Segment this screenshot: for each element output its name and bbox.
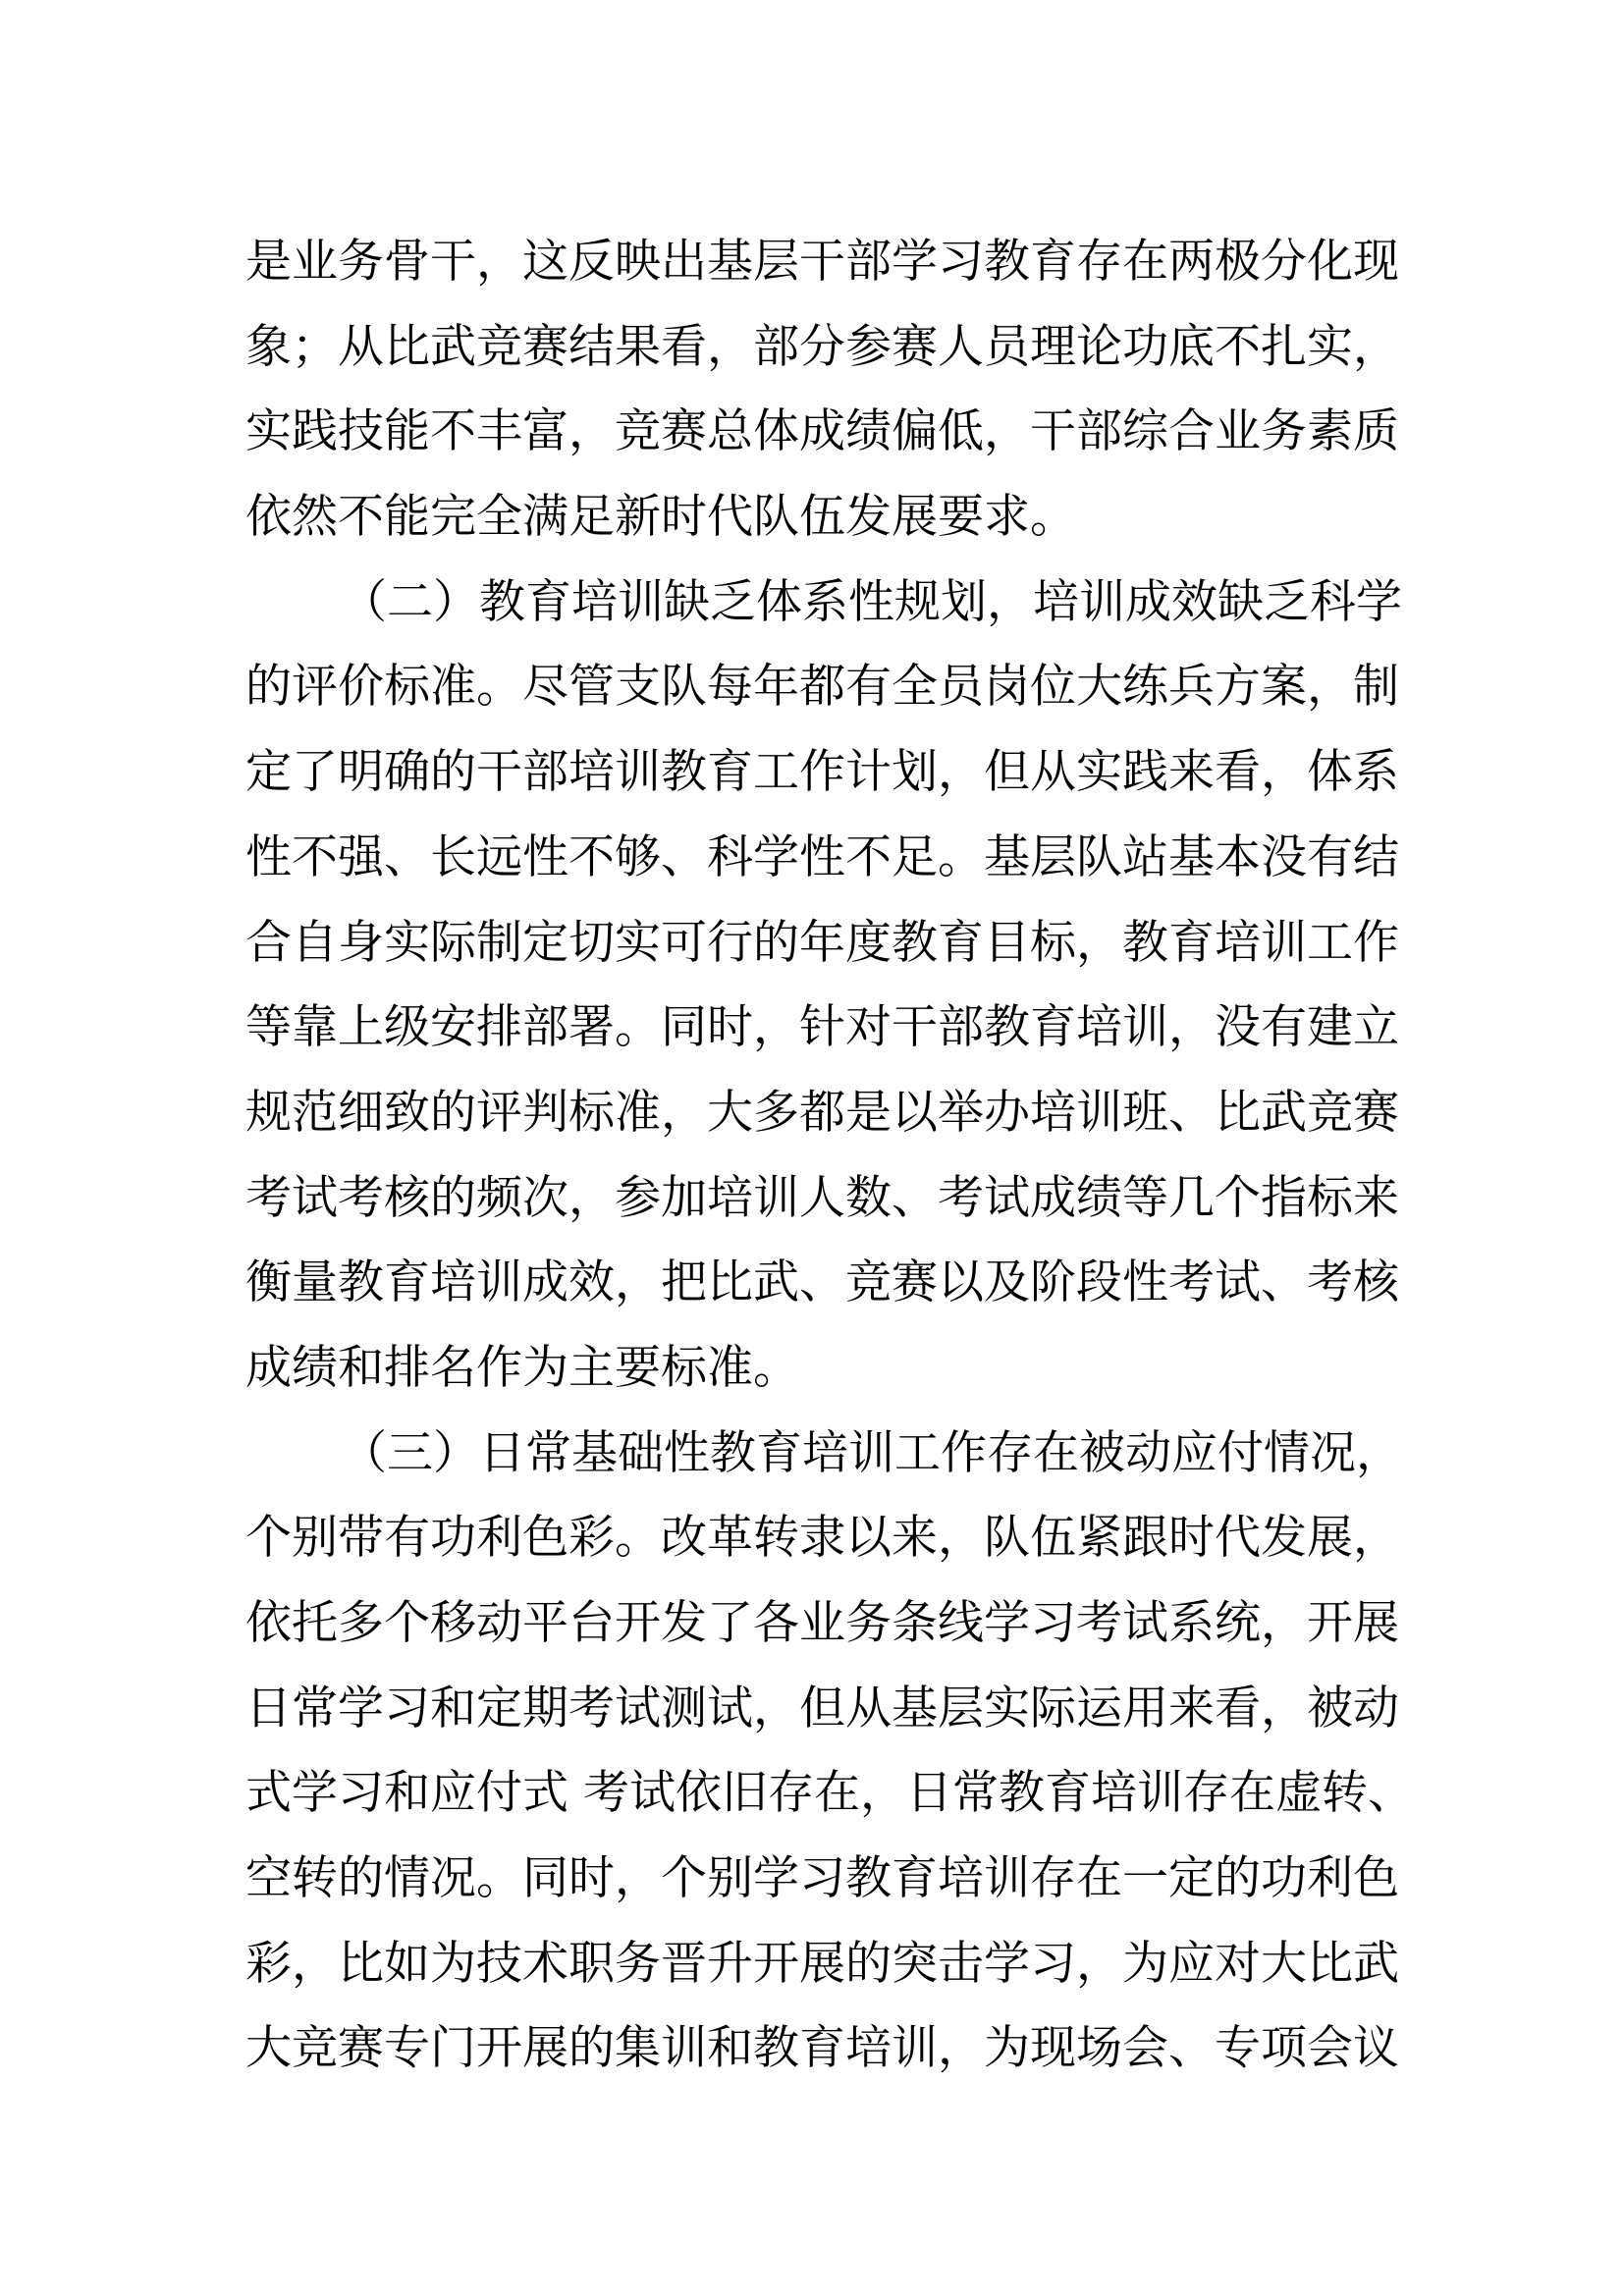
text-line: 衡量教育培训成效，把比武、竞赛以及阶段性考试、考核: [245, 1255, 1399, 1310]
text-line: 成绩和排名作为主要标准。: [245, 1340, 799, 1395]
text-line: 等靠上级安排部署。同时，针对干部教育培训，没有建立: [245, 1000, 1399, 1055]
text-line: 的评价标准。尽管支队每年都有全员岗位大练兵方案，制: [245, 660, 1399, 715]
text-line: 依然不能完全满足新时代队伍发展要求。: [245, 490, 1076, 545]
text-line: 个别带有功利色彩。改革转隶以来，队伍紧跟时代发展，: [245, 1511, 1399, 1566]
text-line: 彩，比如为技术职务晋升开展的突击学习，为应对大比武: [245, 1936, 1399, 1991]
document-page: [245, 220, 1414, 2092]
section-heading-line: （三）日常基础性教育培训工作存在被动应付情况，: [341, 1425, 1402, 1480]
text-line: 式学习和应付式 考试依旧存在，日常教育培训存在虚转、: [245, 1766, 1414, 1821]
text-line: 考试考核的频次，参加培训人数、考试成绩等几个指标来: [245, 1170, 1399, 1225]
section-heading-line: （二）教育培训缺乏体系性规划，培训成效缺乏科学: [341, 574, 1402, 629]
text-line: 合自身实际制定切实可行的年度教育目标，教育培训工作: [245, 915, 1399, 970]
text-line: 实践技能不丰富，竞赛总体成绩偏低，干部综合业务素质: [245, 404, 1399, 459]
text-line: 空转的情况。同时，个别学习教育培训存在一定的功利色: [245, 1851, 1399, 1906]
text-line: 象；从比武竞赛结果看，部分参赛人员理论功底不扎实，: [245, 319, 1399, 374]
text-line: 大竞赛专门开展的集训和教育培训，为现场会、专项会议: [245, 2021, 1399, 2076]
text-line: 定了明确的干部培训教育工作计划，但从实践来看，体系: [245, 745, 1399, 800]
text-line: 性不强、长远性不够、科学性不足。基层队站基本没有结: [245, 829, 1399, 884]
text-line: 依托多个移动平台开发了各业务条线学习考试系统，开展: [245, 1596, 1399, 1650]
text-line: 规范细致的评判标准，大多都是以举办培训班、比武竞赛: [245, 1085, 1399, 1140]
text-line: 日常学习和定期考试测试，但从基层实际运用来看，被动: [245, 1681, 1399, 1735]
text-line: 是业务骨干，这反映出基层干部学习教育存在两极分化现: [245, 235, 1399, 289]
